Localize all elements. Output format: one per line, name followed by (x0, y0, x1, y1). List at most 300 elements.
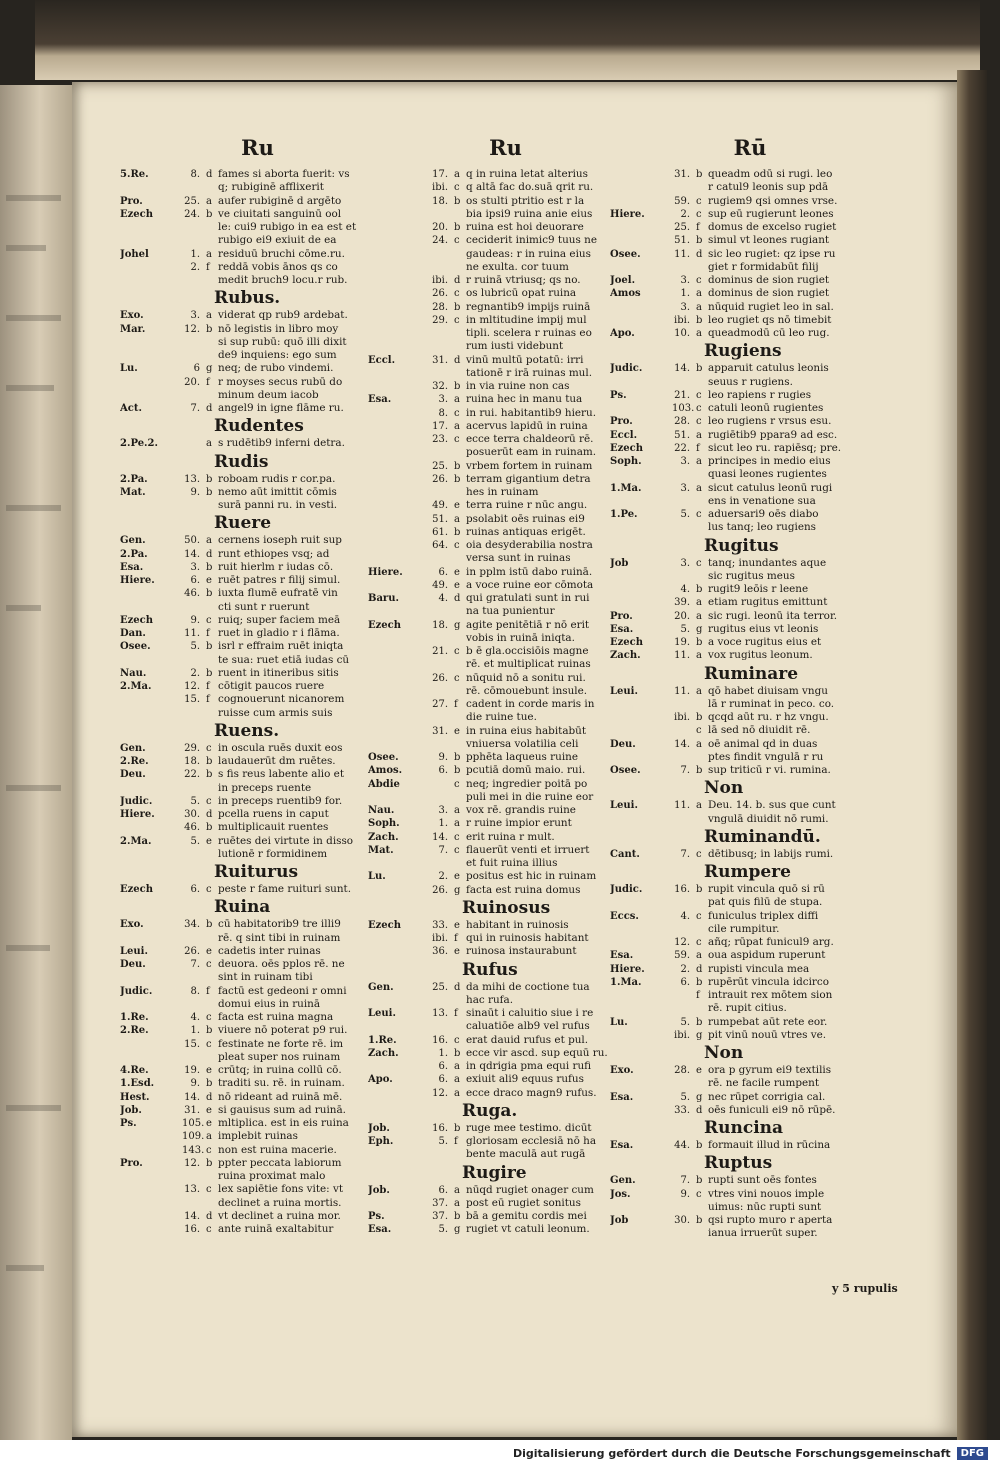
concordance-line (610, 482, 890, 495)
concordance-line (368, 1087, 643, 1100)
chapter-number: 6. (438, 1184, 448, 1196)
concordance-line (610, 168, 890, 181)
quotation-text: in qdrigia pma equi rufi (466, 1060, 592, 1072)
book-reference: Lu. (120, 363, 138, 375)
page-edge-right (957, 70, 987, 1440)
concordance-line (610, 261, 890, 274)
concordance-line (120, 561, 395, 574)
chapter-number: 17. (432, 420, 448, 432)
quotation-text: ne exulta. cor tuum (466, 260, 569, 273)
chapter-number: ibi. (674, 314, 690, 326)
concordance-line (368, 605, 643, 618)
quotation-text: ve ciuitati sanguinū ool (218, 207, 342, 220)
quotation-text: in via ruine non cas (466, 380, 570, 392)
section-letter: b (696, 363, 703, 375)
section-letter: d (206, 403, 213, 414)
concordance-line (368, 1122, 643, 1135)
quotation-text: simul vt leones rugiant (708, 234, 830, 247)
section-letter: c (696, 910, 702, 922)
concordance-line (368, 645, 643, 658)
chapter-number: 3. (680, 482, 690, 494)
book-reference: Gen. (120, 535, 146, 547)
concordance-line (368, 919, 643, 932)
book-reference: Eccl. (610, 429, 638, 441)
concordance-line (368, 1148, 643, 1161)
concordance-line (610, 287, 890, 300)
quotation-text: exiuit ali9 equus rufus (466, 1073, 584, 1086)
quotation-text: et fuit ruina illius (466, 857, 558, 869)
book-reference: Lu. (368, 871, 386, 883)
quotation-text: neq; de rubo vindemi. (218, 362, 334, 375)
section-letter: d (454, 354, 461, 366)
concordance-line (120, 1104, 395, 1117)
quotation-text: pcella ruens in caput (218, 808, 329, 820)
book-reference: Exo. (120, 310, 144, 322)
section-letter: e (206, 575, 212, 586)
quotation-text: lex sapiētie fons vite: vt (218, 1183, 344, 1196)
concordance-line (120, 932, 395, 945)
concordance-line (610, 1227, 890, 1240)
quotation-text: rē. et multiplicat ruinas (466, 658, 591, 671)
quotation-text: medit bruch9 locu.r rub. (218, 274, 348, 286)
chapter-number: 17. (432, 169, 448, 180)
section-letter: b (206, 756, 213, 767)
concordance-line (368, 844, 643, 857)
section-letter: a (454, 513, 460, 525)
concordance-line (120, 998, 395, 1011)
section-letter: e (454, 871, 460, 883)
concordance-line (368, 579, 643, 592)
concordance-line (610, 362, 890, 375)
quotation-text: facta est ruina magna (218, 1011, 334, 1023)
concordance-line (120, 168, 395, 181)
quotation-text: in rui. habitantib9 hieru. (466, 406, 597, 419)
concordance-page (72, 82, 957, 1437)
quotation-text: sint in ruinam tibi (218, 971, 313, 984)
section-letter: e (206, 835, 212, 847)
concordance-line (610, 936, 890, 949)
lemma-heading: Rugire (462, 1162, 527, 1183)
quotation-text: na tua punientur (466, 605, 555, 618)
lemma-heading: Rudentes (214, 416, 304, 437)
chapter-number: 37. (432, 1197, 448, 1209)
chapter-number: ibi. (432, 933, 448, 944)
chapter-number: 1. (190, 1025, 200, 1037)
lemma-heading: Ruminandū. (704, 826, 821, 847)
concordance-line (368, 407, 643, 420)
quotation-text: cadent in corde maris in (466, 698, 595, 710)
quotation-text: si sup rubū: quō illi dixit (218, 335, 347, 348)
chapter-number: 26. (432, 288, 448, 300)
concordance-line (610, 813, 890, 826)
quotation-text: factū est gedeoni r omni (218, 984, 347, 997)
chapter-number: 5. (680, 623, 690, 635)
book-reference: Pro. (610, 610, 633, 622)
section-letter: c (696, 725, 702, 737)
concordance-line (610, 248, 890, 261)
section-letter: b (206, 769, 213, 781)
chapter-number: 6. (190, 884, 200, 895)
section-letter: c (696, 389, 702, 401)
concordance-line (368, 566, 643, 579)
book-reference: Judic. (610, 884, 643, 895)
section-letter: b (696, 637, 703, 648)
section-letter: e (206, 1118, 212, 1129)
section-letter: c (696, 275, 702, 286)
section-letter: g (206, 363, 213, 375)
quotation-text: principes in medio eius (708, 455, 831, 467)
quotation-text: declinet a ruina mortis. (218, 1196, 342, 1209)
book-reference: Job. (368, 1122, 390, 1134)
quotation-text: in ruina eius habitabūt (466, 724, 587, 737)
book-reference: 2.Pe.2. (120, 438, 158, 450)
concordance-line (120, 1183, 395, 1196)
concordance-line (120, 1051, 395, 1064)
concordance-line (120, 548, 395, 561)
section-letter: b (454, 222, 461, 233)
section-letter: b (206, 641, 213, 653)
column-header: Ru (489, 135, 522, 160)
quotation-text: cognouerunt nicanorem (218, 693, 345, 706)
quotation-text: r moyses secus rubū do (218, 375, 343, 388)
concordance-line (368, 817, 643, 830)
quotation-text: cti sunt r ruerunt (218, 600, 310, 613)
quotation-text: cernens ioseph ruit sup (218, 534, 342, 547)
section-letter: a (206, 1131, 212, 1143)
section-letter: b (454, 765, 461, 777)
concordance-line (610, 402, 890, 415)
chapter-number: 30. (184, 809, 200, 820)
quotation-text: quasi leones rugientes (708, 468, 827, 481)
concordance-line (610, 764, 890, 777)
section-letter: c (454, 434, 460, 445)
concordance-line (368, 884, 643, 897)
section-letter: d (454, 593, 461, 604)
section-letter: b (454, 752, 461, 763)
chapter-number: 14. (432, 831, 448, 843)
quotation-text: pleat super nos ruinam (218, 1050, 341, 1063)
quotation-text: rugit9 leōis r leene (708, 583, 809, 595)
quotation-text: etiam rugitus emittunt (708, 596, 828, 609)
quotation-text: deuora. oēs pplos rē. ne (218, 958, 345, 970)
quotation-text: ecce terra chaldeorū rē. (466, 433, 594, 445)
lemma-heading: Runcina (704, 1118, 784, 1138)
quotation-text: aduersari9 oēs diabo (708, 508, 819, 520)
section-letter: a (454, 420, 460, 432)
chapter-number: 7. (190, 403, 200, 414)
book-reference: Hiere. (610, 208, 645, 220)
quotation-text: rē. ne facile rumpent (708, 1077, 820, 1090)
book-reference: Amos (610, 288, 641, 300)
quotation-text: uimus: nūc rupti sunt (708, 1200, 822, 1213)
book-reference: Job (610, 557, 629, 569)
chapter-number: 22. (184, 769, 200, 781)
quotation-text: a voce ruine eor cōmota (466, 578, 594, 591)
concordance-line (610, 848, 890, 861)
section-letter: f (206, 694, 210, 706)
chapter-number: 11. (674, 685, 690, 697)
section-letter: a (696, 328, 702, 339)
quotation-text: gaudeas: r in ruina eius (466, 247, 591, 260)
quotation-text: in oscula ruēs duxit eos (218, 741, 343, 754)
chapter-number: 11. (674, 650, 690, 662)
section-letter: c (454, 831, 460, 843)
book-reference: Mat. (368, 844, 394, 856)
concordance-line (610, 963, 890, 976)
concordance-line (120, 945, 395, 958)
concordance-line (120, 918, 395, 931)
concordance-line (120, 274, 395, 287)
quotation-text: festinate ne forte rē. im (218, 1037, 344, 1050)
section-letter: b (696, 765, 703, 776)
quotation-text: vinū multū potatū: irri (466, 353, 584, 366)
section-letter: a (696, 738, 702, 750)
chapter-number: 23. (432, 434, 448, 445)
quotation-text: ruiq; super faciem meā (218, 613, 341, 626)
concordance-line (610, 429, 890, 442)
book-reference: Eccs. (610, 910, 639, 922)
concordance-line (120, 208, 395, 221)
chapter-number: 3. (190, 561, 200, 573)
section-letter: b (696, 1140, 703, 1151)
section-letter: b (696, 1215, 703, 1226)
chapter-number: 9. (438, 752, 448, 763)
quotation-text: tipli. scelera r ruinas eo (466, 327, 592, 339)
chapter-number: 3. (680, 301, 690, 313)
concordance-line (610, 583, 890, 596)
quotation-text: sicut catulus leonū rugi (708, 481, 833, 494)
book-reference: 2.Re. (120, 756, 149, 767)
quotation-text: lā sed nō diuidit rē. (708, 724, 811, 737)
section-letter: c (454, 314, 460, 326)
section-letter: c (696, 557, 702, 569)
section-letter: d (696, 248, 703, 260)
book-reference: Exo. (120, 919, 144, 931)
section-letter: b (696, 314, 703, 326)
chapter-number: 6. (438, 1074, 448, 1086)
concordance-line (120, 362, 395, 375)
book-reference: Osee. (368, 752, 399, 763)
quotation-text: residuū bruchi cōme.ru. (218, 247, 345, 260)
quotation-text: rē. q sint tibi in ruinam (218, 931, 341, 944)
quotation-text: ruit hierlm r iudas cō. (218, 560, 334, 573)
book-reference: Abdie (368, 778, 400, 790)
chapter-number: 20. (674, 610, 690, 622)
quotation-text: lā r ruminat in peco. co. (708, 697, 835, 710)
section-letter: f (454, 1008, 458, 1019)
chapter-number: 20. (432, 222, 448, 233)
quotation-text: nō rideant ad ruinā mē. (218, 1090, 343, 1103)
chapter-number: 7. (190, 959, 200, 970)
book-reference: Amos. (368, 765, 403, 777)
quotation-text: vox rē. grandis ruine (466, 804, 576, 816)
book-reference: Leui. (610, 800, 638, 812)
concordance-line (120, 808, 395, 821)
lemma-heading: Rubus. (214, 288, 281, 309)
book-reference: Ezech (120, 884, 154, 895)
concordance-line (368, 1223, 643, 1236)
chapter-number: 24. (432, 235, 448, 247)
section-letter: d (206, 548, 213, 560)
concordance-line (610, 221, 890, 234)
quotation-text: qui in ruinosis habitant (466, 932, 589, 944)
quotation-text: nemo aūt imittit cōmis (218, 485, 337, 498)
concordance-line (610, 415, 890, 428)
chapter-number: 46. (184, 822, 200, 834)
concordance-line (610, 698, 890, 711)
section-letter: c (454, 1034, 460, 1046)
section-letter: a (454, 1074, 460, 1086)
quotation-text: reddā vobis ānos qs co (218, 260, 338, 273)
concordance-line (610, 1077, 890, 1090)
quotation-text: lus tanq; leo rugiens (708, 521, 817, 534)
book-reference: 2.Pa. (120, 473, 148, 485)
chapter-number: 3. (680, 456, 690, 467)
chapter-number: 8. (190, 985, 200, 997)
quotation-text: nūquid nō a sonitu rui. (466, 671, 586, 684)
concordance-line (610, 989, 890, 1002)
concordance-line (368, 261, 643, 274)
chapter-number: 49. (432, 500, 448, 512)
quotation-text: ceciderit inimic9 tuus ne (466, 234, 597, 247)
book-reference: Hiere. (120, 575, 155, 586)
chapter-number: 2. (438, 871, 448, 883)
quotation-text: dētibusq; in labijs rumi. (708, 847, 834, 860)
quotation-text: in preceps ruentib9 for. (218, 794, 343, 807)
book-reference: Judic. (120, 795, 153, 807)
concordance-line (610, 442, 890, 455)
concordance-line (368, 945, 643, 958)
chapter-number: 30. (674, 1215, 690, 1226)
lemma-heading: Ruinosus (462, 897, 551, 918)
quotation-text: ruent in itineribus sitis (218, 666, 339, 679)
concordance-line (120, 958, 395, 971)
concordance-line (120, 835, 395, 848)
quotation-text: ruina est hoi deuorare (466, 221, 584, 233)
chapter-number: 50. (184, 535, 200, 547)
chapter-number: 61. (432, 526, 448, 538)
quotation-text: leo rapiens r rugies (708, 388, 812, 401)
concordance-line (610, 195, 890, 208)
quotation-text: ruinas antiquas erigēt. (466, 525, 586, 538)
concordance-line (368, 619, 643, 632)
quotation-text: b ē gla.occisiōis magne (466, 645, 589, 657)
section-letter: b (206, 667, 213, 679)
column-left (120, 134, 395, 1236)
section-letter: a (696, 429, 702, 441)
concordance-line (120, 1223, 395, 1236)
section-letter: c (206, 614, 212, 626)
concordance-line (610, 724, 890, 737)
chapter-number: 21. (674, 389, 690, 401)
quotation-text: sic rugi. leonū ita terror. (708, 609, 838, 622)
section-letter: a (206, 310, 212, 322)
concordance-line (368, 234, 643, 247)
book-reference: Exo. (610, 1065, 634, 1076)
lemma-heading: Non (704, 778, 744, 799)
section-letter: c (454, 844, 460, 856)
chapter-number: 26. (432, 672, 448, 684)
quotation-text: dominus de sion rugiet (708, 287, 830, 300)
quotation-text: crūtq; in ruina collū cō. (218, 1064, 342, 1076)
section-letter: b (454, 195, 461, 207)
lemma-heading: Ruina (214, 897, 271, 918)
chapter-number: 31. (432, 354, 448, 366)
quotation-text: fames si aborta fuerit: vs (218, 168, 350, 180)
book-reference: Soph. (368, 818, 400, 830)
concordance-line (120, 1157, 395, 1170)
section-letter: g (696, 623, 703, 635)
column-header: Rū (733, 135, 767, 160)
concordance-line (120, 1170, 395, 1183)
section-letter: e (206, 1104, 212, 1116)
quotation-text: vt declinet a ruina mor. (218, 1209, 341, 1222)
concordance-line (368, 1047, 643, 1060)
section-letter: b (454, 1047, 461, 1059)
concordance-line (120, 389, 395, 402)
concordance-line (610, 208, 890, 221)
book-reference: Johel (120, 248, 149, 260)
section-letter: b (206, 208, 213, 220)
quotation-text: sinaūt i caluitio siue i re (466, 1007, 594, 1019)
concordance-line (368, 698, 643, 711)
book-reference: Joel. (610, 275, 636, 286)
concordance-line (610, 1201, 890, 1214)
concordance-line (120, 1064, 395, 1077)
concordance-line (610, 883, 890, 896)
quotation-text: vngulā diuidit nō rumi. (708, 812, 829, 825)
chapter-number: 31. (674, 169, 690, 180)
quotation-text: sic leo rugiet: qz ipse ru (708, 247, 836, 260)
concordance-line (610, 685, 890, 698)
section-letter: d (696, 963, 703, 975)
quotation-text: r ruine impior erunt (466, 817, 572, 830)
concordance-line (120, 587, 395, 600)
quotation-text: ora p gyrum ei9 textilis (708, 1064, 832, 1076)
concordance-line (120, 437, 395, 450)
quotation-text: implebit ruinas (218, 1130, 298, 1143)
concordance-line (368, 658, 643, 671)
chapter-number: 15. (184, 1038, 200, 1050)
quotation-text: ecce vir ascd. sup equū ru. (466, 1046, 608, 1059)
credit-bar (0, 1440, 1000, 1467)
book-reference: Job (610, 1215, 629, 1226)
book-reference: 1.Ma. (610, 976, 642, 988)
section-letter: c (696, 1188, 702, 1200)
book-reference: 1.Esd. (120, 1078, 155, 1090)
section-letter: g (454, 884, 461, 896)
quotation-text: funiculus triplex diffi (708, 909, 819, 922)
concordance-line (368, 1197, 643, 1210)
quotation-text: domus de excelso rugiet (708, 221, 837, 233)
chapter-number: 9. (190, 614, 200, 626)
chapter-number: 12. (432, 1087, 448, 1099)
quotation-text: le: cui9 rubigo in ea est et (218, 221, 357, 233)
concordance-line (610, 1016, 890, 1029)
concordance-line (610, 301, 890, 314)
concordance-line (368, 791, 643, 804)
concordance-line (120, 768, 395, 781)
chapter-number: 14. (674, 738, 690, 750)
concordance-line (610, 1029, 890, 1042)
concordance-line (610, 636, 890, 649)
book-reference: Leui. (368, 1008, 396, 1019)
chapter-number: 51. (674, 235, 690, 247)
concordance-line (368, 526, 643, 539)
chapter-number: 11. (184, 628, 200, 639)
concordance-line (120, 248, 395, 261)
quotation-text: cū habitatorib9 tre illi9 (218, 918, 341, 931)
